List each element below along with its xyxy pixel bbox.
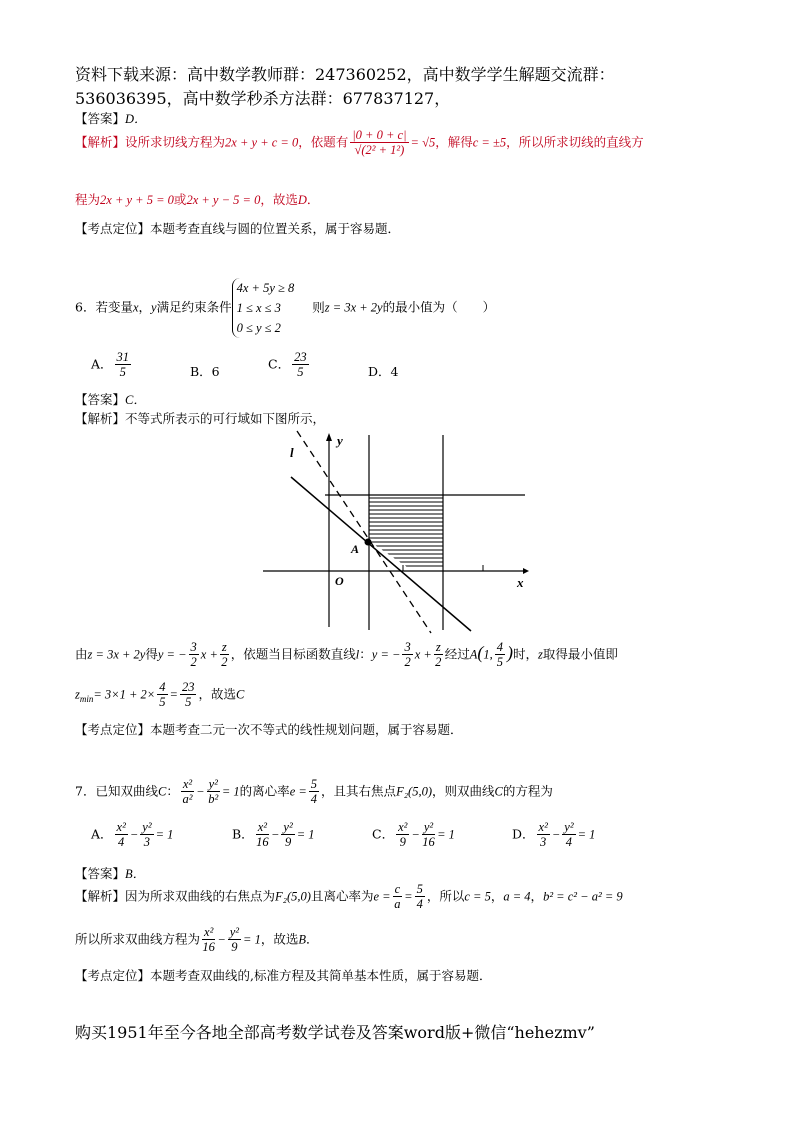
solution-text: ，故选 — [198, 686, 236, 702]
fraction-denominator: 9 — [399, 835, 406, 850]
minus: − — [129, 827, 139, 842]
fraction — [180, 680, 197, 710]
fraction — [402, 640, 412, 670]
fraction-numerator: x² — [257, 820, 267, 834]
kaodian-text: 本题考查双曲线的,标准方程及其简单基本性质，属于容易题． — [150, 968, 492, 983]
eccentricity: e = — [373, 889, 391, 904]
analysis-text: 因为所求双曲线的右焦点为 — [125, 888, 276, 904]
choice-letter: C — [235, 687, 245, 702]
kaodian-text: 本题考查二元一次不等式的线性规划问题，属于容易题． — [150, 722, 463, 737]
q7-analysis-line-2 — [75, 925, 319, 955]
point-a-name: A — [469, 647, 478, 662]
fraction-denominator: 4 — [416, 897, 423, 912]
option-label: C． — [268, 356, 291, 372]
fraction — [228, 925, 241, 955]
analysis-text: ，依题有 — [298, 134, 349, 150]
fraction-numerator: 5 — [310, 777, 318, 791]
fraction-numerator: x² — [398, 820, 408, 834]
solution-text: 经过 — [444, 646, 470, 662]
fraction-denominator: 5 — [496, 655, 503, 670]
stem-text: 满足约束条件 — [156, 299, 232, 315]
focus-f2: F₂(5,0) — [396, 784, 432, 799]
analysis-label: 【解析】 — [75, 411, 126, 426]
stem-text: 的方程为 — [502, 783, 553, 799]
var-z: z — [538, 647, 543, 662]
option-label: D． — [512, 826, 535, 842]
q7-answer — [75, 864, 145, 882]
analysis-text: ，故选 — [260, 931, 299, 947]
x-term: x + — [200, 647, 218, 662]
fraction — [157, 680, 167, 710]
q6-solution-line-2 — [75, 680, 244, 710]
answer-label: 【答案】 — [75, 111, 126, 126]
fraction-denominator: b² — [208, 792, 219, 807]
stem-text: ，且其右焦点 — [321, 783, 397, 799]
fraction-numerator: 31 — [116, 350, 130, 364]
fraction-denominator: 4 — [118, 835, 125, 850]
stem-text: 则 — [312, 299, 325, 315]
answer-value: B． — [125, 867, 146, 881]
q7-analysis-line-1 — [75, 882, 623, 912]
answer-value: C． — [125, 393, 146, 407]
fraction-denominator: √(2² + 1²) — [354, 143, 405, 158]
q7-option-a — [91, 820, 173, 850]
analysis-text: ，所以所求切线的直线方 — [506, 134, 644, 150]
var-x: x — [132, 300, 139, 315]
stem-text: ， — [138, 299, 152, 315]
point-a — [365, 539, 372, 546]
solution-text: 由 — [75, 646, 88, 662]
q6-kaodian — [75, 720, 463, 738]
stem-text: 6．若变量 — [75, 299, 133, 315]
b-squared: b² = c² − a² = 9 — [543, 889, 623, 904]
equals: = — [169, 687, 178, 702]
q6-option-b: B．6 — [190, 364, 220, 379]
feasible-region-graph — [255, 425, 535, 635]
fraction-denominator: 5 — [159, 695, 166, 710]
kaodian-text: 本题考查直线与圆的位置关系，属于容易题． — [150, 221, 401, 236]
analysis-text: 不等式所表示的可行域如下图所示， — [125, 411, 326, 426]
fraction-denominator: 2 — [221, 655, 228, 670]
a-value: a = 4 — [503, 889, 531, 904]
sqrt5: = √5 — [410, 135, 436, 150]
x-term: x + — [414, 647, 432, 662]
q5-analysis-line-2: 程为2x + y + 5 = 0或2x + y − 5 = 0，故选D． — [75, 192, 320, 207]
objective-function: z = 3x + 2y — [87, 647, 146, 662]
option-label: B． — [232, 826, 254, 842]
solution-text: ，依题当目标函数直线 — [230, 646, 356, 662]
q5-analysis-line-1 — [75, 128, 644, 158]
analysis-text: 且离心率为 — [310, 888, 374, 904]
point-x: 1, — [483, 647, 493, 662]
answer-label: 【答案】 — [75, 392, 126, 407]
fraction-denominator: 16 — [202, 940, 215, 955]
q6-option-d: D．4 — [368, 364, 399, 379]
y-expression: y = − — [157, 647, 187, 662]
analysis-text: ， — [490, 888, 504, 904]
fraction — [207, 777, 220, 807]
choice-letter: B — [298, 932, 307, 947]
q7-stem — [75, 777, 553, 807]
fraction-numerator: z — [221, 640, 227, 654]
equals-one: = 1 — [243, 932, 261, 947]
analysis-text: ． — [306, 931, 319, 947]
fraction — [140, 820, 153, 850]
fraction — [309, 777, 319, 807]
fraction-numerator: y² — [564, 820, 574, 834]
tangent-equation: 2x + y + c = 0 — [225, 135, 299, 150]
footer-ad: 购买1951年至今各地全部高考数学试卷及答案word版+微信“hehezmv” — [75, 1023, 595, 1042]
fraction-numerator: 23 — [294, 350, 307, 364]
fraction-denominator: a — [394, 897, 401, 912]
fraction — [393, 882, 403, 912]
constraint-3: 0 ≤ y ≤ 2 — [236, 321, 281, 335]
fraction-denominator: 3 — [540, 835, 547, 850]
option-fraction — [292, 350, 309, 380]
stem-text: 7．已知双曲线 — [75, 783, 158, 799]
eccentricity: e = — [289, 784, 307, 799]
minus: − — [411, 827, 420, 842]
curve-c: C — [157, 784, 167, 799]
analysis-text: 程为 — [75, 192, 101, 207]
line-l: l — [355, 647, 360, 662]
equals: = — [404, 889, 413, 904]
fraction-numerator: y² — [208, 777, 218, 791]
var-y: y — [151, 300, 157, 315]
c-value: c = 5 — [464, 889, 491, 904]
fraction — [495, 640, 505, 670]
kaodian-label: 【考点定位】 — [75, 968, 151, 983]
fraction-numerator: x² — [538, 820, 548, 834]
q6-stem — [75, 278, 495, 338]
q6-option-a — [91, 350, 133, 380]
line-l-label: l — [290, 445, 294, 460]
fraction-numerator: x² — [116, 820, 126, 834]
analysis-label: 【解析】 — [75, 134, 126, 150]
x-axis-arrow — [523, 568, 529, 574]
q7-option-c — [372, 820, 455, 850]
fraction — [256, 820, 269, 850]
fraction-denominator: 16 — [256, 835, 269, 850]
q7-option-b — [232, 820, 315, 850]
fraction-numerator: 4 — [159, 680, 166, 694]
kaodian-label: 【考点定位】 — [75, 221, 151, 236]
fraction-numerator: c — [394, 882, 401, 896]
answer-label: 【答案】 — [75, 866, 126, 881]
minus: − — [551, 827, 561, 842]
fraction-numerator: y² — [283, 820, 293, 834]
analysis-text: ，故选 — [260, 192, 298, 207]
fraction — [537, 820, 550, 850]
equals-one: = 1 — [437, 827, 455, 842]
fraction-denominator: 16 — [422, 835, 435, 850]
fraction — [189, 640, 199, 670]
stem-text: 的离心率 — [239, 783, 290, 799]
analysis-text: ，解得 — [435, 134, 473, 150]
constraint-1: 4x + 5y ≥ 8 — [236, 281, 295, 295]
equals-one: = 1 — [155, 827, 174, 842]
option-label: A． — [91, 356, 113, 372]
q6-solution-line-1: 由z = 3x + 2y得y = − $\frac{3}{2}$ x + $\frac{z}{2}$ ，依题当目标函数直线l：y = − $\frac{3}{2}$ x + $\frac{z}{2}$ 经过A(1, $\frac{4}{5}$ )时，z取得最小值即 — [75, 640, 618, 670]
origin-label: O — [335, 574, 344, 588]
fraction-denominator: 5 — [185, 695, 192, 710]
y-axis-label: y — [337, 433, 343, 448]
header-line-1: 资料下载来源：高中数学教师群：247360252，高中数学学生解题交流群： — [75, 65, 615, 84]
answer-value: D． — [125, 112, 147, 126]
fraction-numerator: y² — [423, 820, 434, 834]
fraction-denominator: 9 — [284, 835, 292, 850]
fraction-denominator: 5 — [119, 365, 126, 380]
focus-f2: F₂(5,0) — [275, 889, 311, 904]
solution-text: 得 — [145, 646, 158, 662]
fraction-numerator: 4 — [496, 640, 503, 654]
fraction — [281, 820, 294, 850]
equals-one: = 1 — [577, 827, 596, 842]
q5-answer — [75, 109, 147, 127]
fraction-numerator: x² — [182, 777, 193, 791]
header-line-2: 536036395，高中数学秒杀方法群：677837127， — [75, 89, 451, 108]
line-equation-2: 2x + y − 5 = 0 — [186, 193, 261, 207]
solution-text: ： — [359, 646, 372, 662]
analysis-text: ，所以 — [426, 888, 465, 904]
minus: − — [196, 784, 205, 799]
solution-text: 时， — [512, 646, 538, 662]
analysis-text: ， — [530, 888, 544, 904]
fraction-numerator: x² — [204, 925, 214, 939]
q6-option-c — [268, 350, 311, 380]
fraction — [422, 820, 435, 850]
stem-text: ： — [166, 783, 179, 799]
c-value: c = ±5 — [472, 135, 507, 150]
fraction-denominator: 9 — [231, 940, 238, 955]
x-axis-label: x — [517, 575, 524, 590]
solution-text: 取得最小值即 — [542, 646, 618, 662]
fraction-denominator: 2 — [190, 655, 197, 670]
q6-answer — [75, 390, 146, 408]
fraction-numerator: z — [435, 640, 441, 654]
fraction-numerator: 3 — [190, 640, 197, 654]
z-min-subscript: min — [79, 693, 94, 704]
fraction-denominator: 5 — [297, 365, 304, 380]
fraction-denominator: 3 — [143, 835, 151, 850]
fraction — [115, 820, 128, 850]
y-expression: y = − — [371, 647, 401, 662]
option-label: C． — [372, 826, 395, 842]
analysis-text: 或 — [173, 192, 187, 207]
fraction-denominator: 2 — [435, 655, 442, 670]
z-min: z — [75, 687, 80, 702]
fraction-denominator: 2 — [404, 655, 411, 670]
fraction-numerator: 23 — [181, 680, 195, 694]
fraction-denominator: a² — [182, 792, 193, 807]
fraction — [396, 820, 409, 850]
fraction — [562, 820, 575, 850]
equals-one: = 1 — [221, 784, 240, 799]
fraction — [415, 882, 425, 912]
point-a-label: A — [351, 542, 360, 556]
fraction — [181, 777, 194, 807]
fraction-numerator: 3 — [404, 640, 411, 654]
line-equation-1: 2x + y + 5 = 0 — [100, 193, 174, 207]
fraction-numerator: y² — [142, 820, 152, 834]
stem-text: 的最小值为（ ） — [382, 299, 496, 315]
stem-text: ，则双曲线 — [432, 783, 495, 799]
fraction — [434, 640, 443, 670]
equals-one: = 1 — [296, 827, 315, 842]
analysis-text: 所以所求双曲线方程为 — [75, 931, 201, 947]
objective-function: z = 3x + 2y — [324, 300, 383, 315]
constraint-2: 1 ≤ x ≤ 3 — [236, 301, 281, 315]
analysis-label: 【解析】 — [75, 888, 126, 904]
z-min-expression: = 3×1 + 2× — [93, 687, 156, 702]
analysis-text: 设所求切线方程为 — [125, 134, 226, 150]
fraction-denominator: 4 — [310, 792, 318, 807]
fraction-denominator: 4 — [565, 835, 573, 850]
minus: − — [270, 827, 280, 842]
fraction-numerator: y² — [229, 925, 240, 939]
q5-kaodian — [75, 219, 400, 237]
option-fraction — [115, 350, 132, 380]
curve-c: C — [494, 784, 503, 799]
option-label: A． — [91, 826, 113, 842]
kaodian-label: 【考点定位】 — [75, 722, 151, 737]
y-axis-arrow — [326, 433, 332, 441]
fraction-numerator: |0 + 0 + c| — [352, 128, 407, 142]
minus: − — [217, 932, 226, 947]
q7-option-d — [512, 820, 595, 850]
constraint-system — [232, 278, 295, 338]
fraction-numerator: 5 — [416, 882, 423, 896]
distance-fraction — [350, 128, 408, 158]
fraction — [202, 925, 215, 955]
choice-letter: D — [297, 193, 307, 207]
q7-kaodian — [75, 966, 492, 984]
fraction — [220, 640, 229, 670]
